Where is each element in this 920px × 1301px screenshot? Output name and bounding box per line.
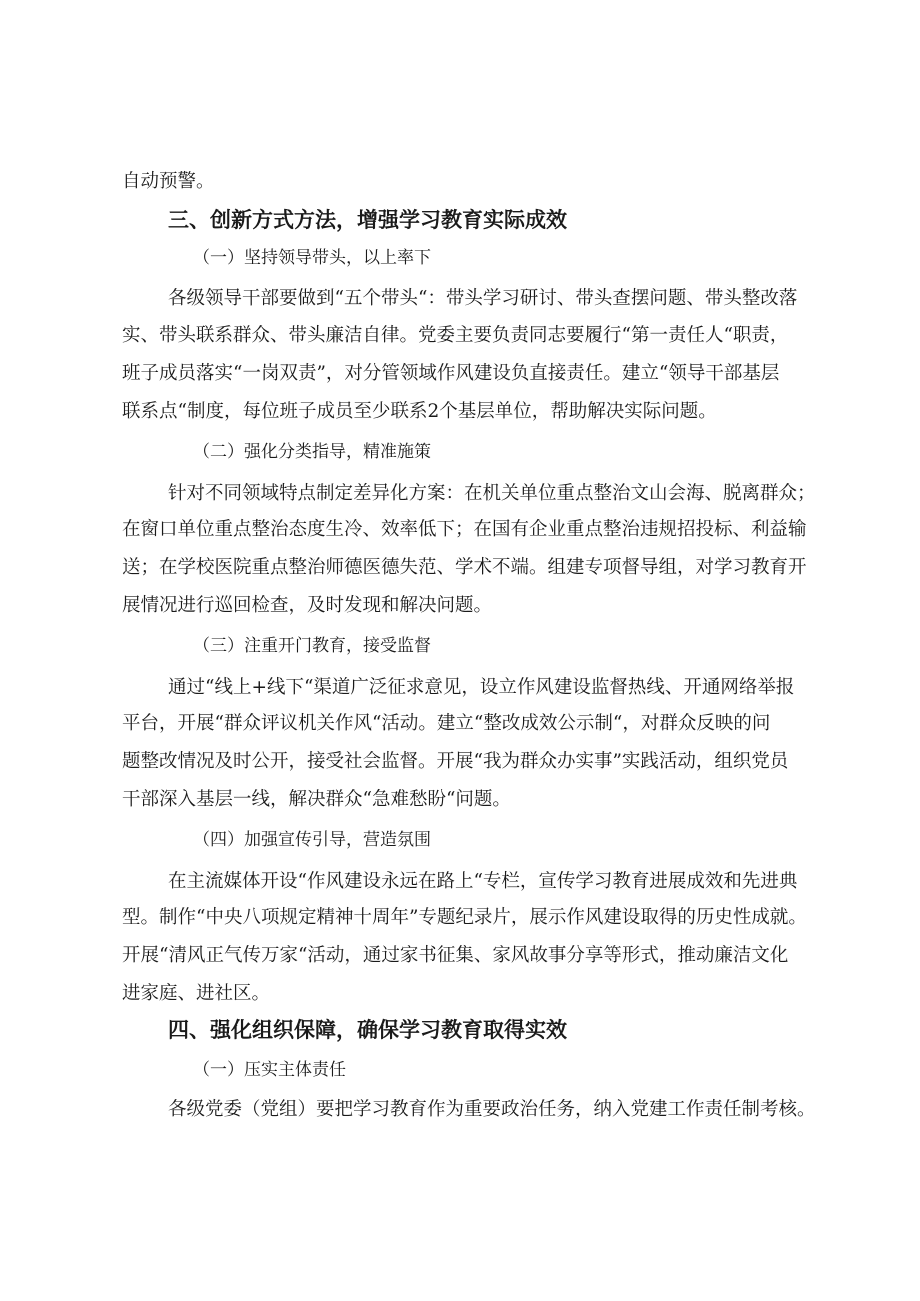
paragraph-line: 各级领导干部要做到“五个带头“：带头学习研讨、带头查摆问题、带头整改落 xyxy=(168,288,798,309)
paragraph-line: 在主流媒体开设“作风建设永远在路上“专栏，宣传学习教育进展成效和先进典 xyxy=(168,871,798,892)
paragraph-line: 通过“线上+线下“渠道广泛征求意见，设立作风建设监督热线、开通网络举报 xyxy=(168,677,795,698)
subsection-3-3-title: （三）注重开门教育，接受监督 xyxy=(193,636,431,656)
paragraph-line: 班子成员落实“一岗双责”，对分管领域作风建设负直接责任。建立“领导干部基层 xyxy=(122,363,780,384)
paragraph-line: 联系点“制度，每位班子成员至少联系2个基层单位，帮助解决实际问题。 xyxy=(122,401,717,422)
subsection-3-4-title: （四）加强宣传引导，营造氛围 xyxy=(193,830,431,850)
section-3-heading: 三、创新方式方法，增强学习教育实际成效 xyxy=(168,208,567,232)
paragraph-line: 在窗口单位重点整治态度生冷、效率低下；在国有企业重点整治违规招投标、利益输 xyxy=(122,519,807,540)
paragraph-line: 题整改情况及时公开，接受社会监督。开展“我为群众办实事”实践活动，组织党员 xyxy=(122,751,789,772)
subsection-4-1-title: （一）压实主体责任 xyxy=(193,1060,346,1080)
paragraph-line: 型。制作“中央八项规定精神十周年”专题纪录片，展示作风建设取得的历史性成就。 xyxy=(122,907,807,928)
paragraph-line: 送；在学校医院重点整治师德医德失范、学术不端。组建专项督导组，对学习教育开 xyxy=(122,557,807,578)
paragraph-line: 开展“清风正气传万家“活动，通过家书征集、家风故事分享等形式，推动廉洁文化 xyxy=(122,945,789,966)
lead-text: 自动预警。 xyxy=(122,171,215,192)
paragraph-line: 干部深入基层一线，解决群众“急难愁盼“问题。 xyxy=(122,789,511,810)
paragraph-line: 平台，开展“群众评议机关作风“活动。建立“整改成效公示制“，对群众反映的问 xyxy=(122,713,771,734)
paragraph-line: 实、带头联系群众、带头廉洁自律。党委主要负责同志要履行“第一责任人“职责， xyxy=(122,325,789,346)
subsection-3-1-title: （一）坚持领导带头，以上率下 xyxy=(193,248,431,268)
paragraph-line: 针对不同领域特点制定差异化方案：在机关单位重点整治文山会海、脱离群众； xyxy=(168,483,816,504)
paragraph-line: 展情况进行巡回检查，及时发现和解决问题。 xyxy=(122,595,493,616)
section-4-heading: 四、强化组织保障，确保学习教育取得实效 xyxy=(168,1018,567,1042)
paragraph-line: 各级党委（党组）要把学习教育作为重要政治任务，纳入党建工作责任制考核。 xyxy=(168,1099,816,1120)
paragraph-line: 进家庭、进社区。 xyxy=(122,983,271,1004)
subsection-3-2-title: （二）强化分类指导，精准施策 xyxy=(193,442,431,462)
